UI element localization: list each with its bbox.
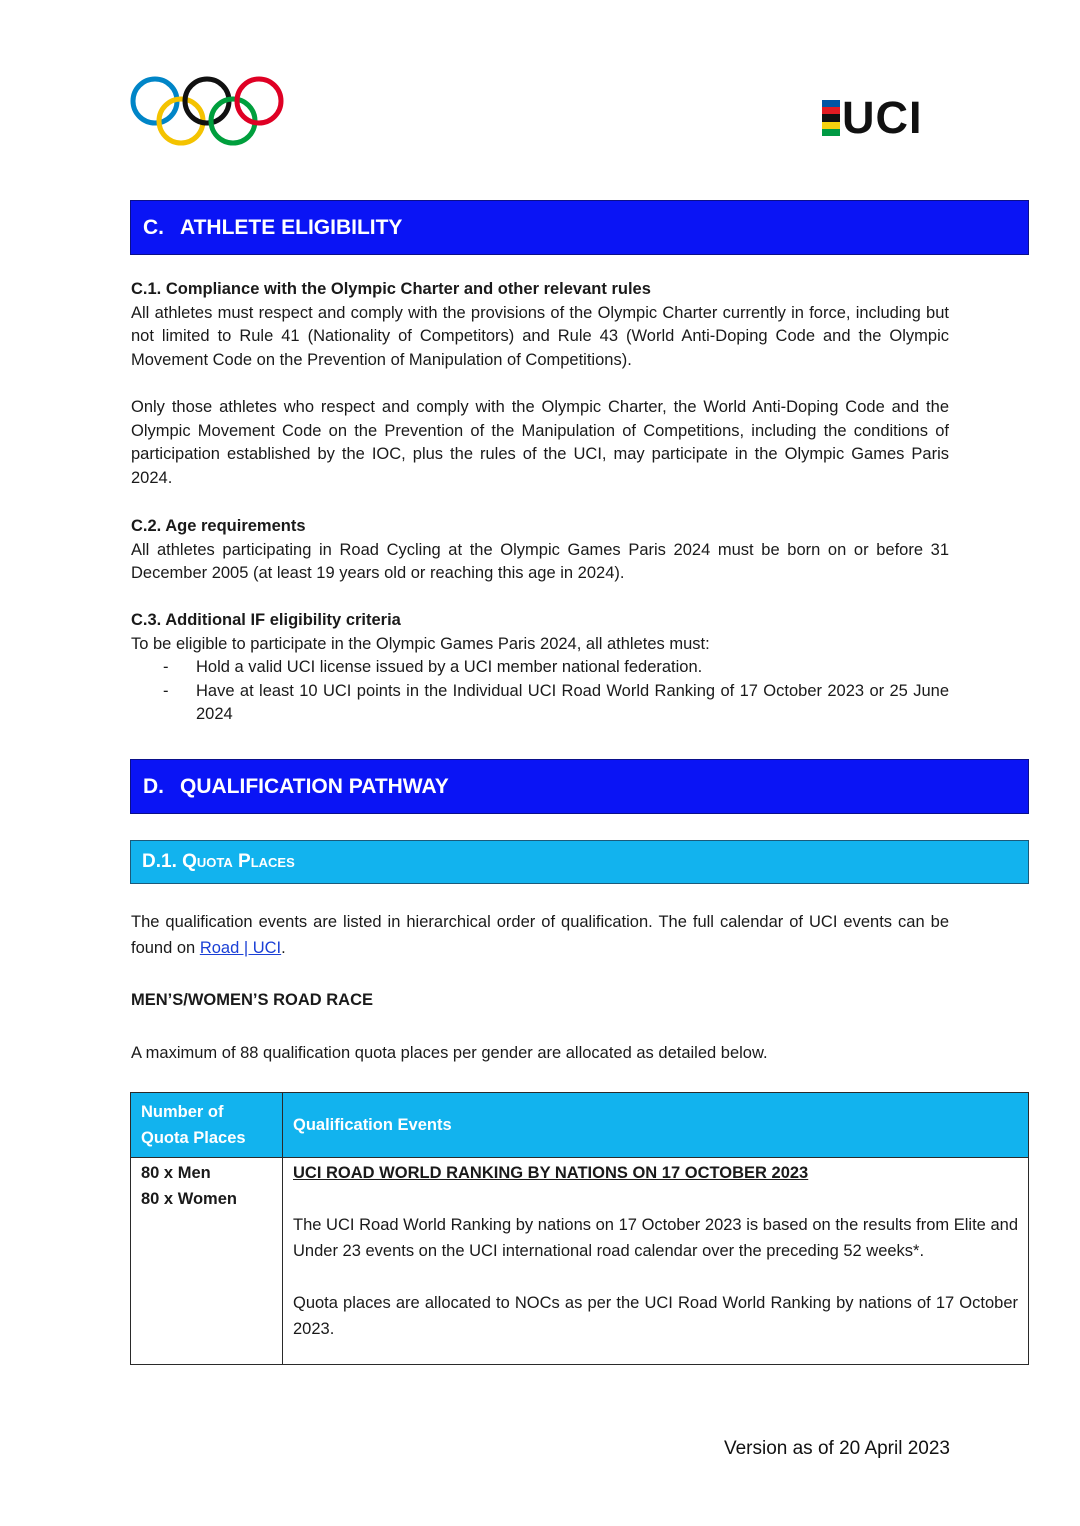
section-d-title: QUALIFICATION PATHWAY (180, 774, 449, 798)
quota-summary: A maximum of 88 qualification quota places per gender are allocated as detailed below. (131, 1044, 768, 1062)
section-d-letter: D. (143, 774, 164, 798)
list-item: - Have at least 10 UCI points in the Individual UCI Road World Ranking of 17 October 2023 or 25 June 2024 (131, 680, 949, 727)
quota-places-cell (131, 1158, 283, 1365)
quota-men: 80 x Men (141, 1164, 211, 1182)
c1-paragraph-1: All athletes must respect and comply with the provisions of the Olympic Charter currently in force, including but not limited to Rule 41 (Nationality of Competitors) and Rule 43 (World Anti-Doping Code and the Olympic Movement Code on the Prevention of Manipulation of Competitions). (131, 303, 949, 369)
d1-intro-text: The qualification events are listed in hierarchical order of qualification. The full calendar of UCI events can be found on (131, 913, 949, 957)
section-c-title: ATHLETE ELIGIBILITY (180, 215, 403, 239)
list-item: - Hold a valid UCI license issued by a UCI member national federation. (131, 656, 949, 680)
uci-wordmark: UCI (842, 92, 923, 143)
header-quota-places: Number of Quota Places (131, 1093, 283, 1158)
c2-block (131, 515, 949, 586)
quota-women: 80 x Women (141, 1190, 237, 1208)
d1-intro (131, 909, 949, 961)
road-uci-link[interactable]: Road | UCI (199, 939, 282, 957)
c2-paragraph: All athletes participating in Road Cycling at the Olympic Games Paris 2024 must be born on or before 31 December 2005 (at least 19 years old or reaching this age in 2024). (131, 540, 949, 583)
c2-title: C.2. Age requirements (131, 517, 306, 535)
c3-title: C.3. Additional IF eligibility criteria (131, 611, 401, 629)
uci-rainbow-stripes (822, 100, 840, 136)
olympic-rings-logo (130, 74, 284, 148)
race-heading: MEN’S/WOMEN’S ROAD RACE (131, 991, 374, 1009)
c3-intro: To be eligible to participate in the Olympic Games Paris 2024, all athletes must: (131, 634, 710, 653)
c3-block (131, 609, 949, 727)
c1-block (131, 278, 949, 372)
qualification-events-cell (283, 1158, 1029, 1365)
event-title: UCI ROAD WORLD RANKING BY NATIONS ON 17 OCTOBER 2023 (293, 1164, 809, 1182)
c1-title: C.1. Compliance with the Olympic Charter and other relevant rules (131, 280, 651, 298)
uci-logo (822, 92, 942, 143)
section-c-header (130, 200, 1029, 255)
quota-table (130, 1092, 1029, 1365)
table-header-row (131, 1093, 1029, 1158)
header-qualification-events: Qualification Events (283, 1093, 1029, 1158)
d1-subheader: D.1. Quota Places (130, 840, 1029, 884)
event-paragraph-1: The UCI Road World Ranking by nations on 17 October 2023 is based on the results from Elite and Under 23 events on the UCI international road calendar over the preceding 52 weeks*. (293, 1216, 1018, 1260)
c1-paragraph-2: Only those athletes who respect and comply with the Olympic Charter, the World Anti-Doping Code and the Olympic Movement Code on the Prevention of the Manipulation of Competitions, including the conditions of participation established by the IOC, plus the rules of the UCI, may participate in the Olympic Games Paris 2024. (131, 398, 949, 487)
section-c-letter: C. (143, 215, 164, 239)
table-row (131, 1158, 1029, 1365)
d1-intro-end: . (281, 939, 286, 957)
event-paragraph-2: Quota places are allocated to NOCs as per the UCI Road World Ranking by nations of 17 October 2023. (293, 1294, 1018, 1338)
section-d-header (130, 759, 1029, 814)
version-footer: Version as of 20 April 2023 (723, 1438, 950, 1459)
c3-criteria-list (131, 656, 949, 727)
